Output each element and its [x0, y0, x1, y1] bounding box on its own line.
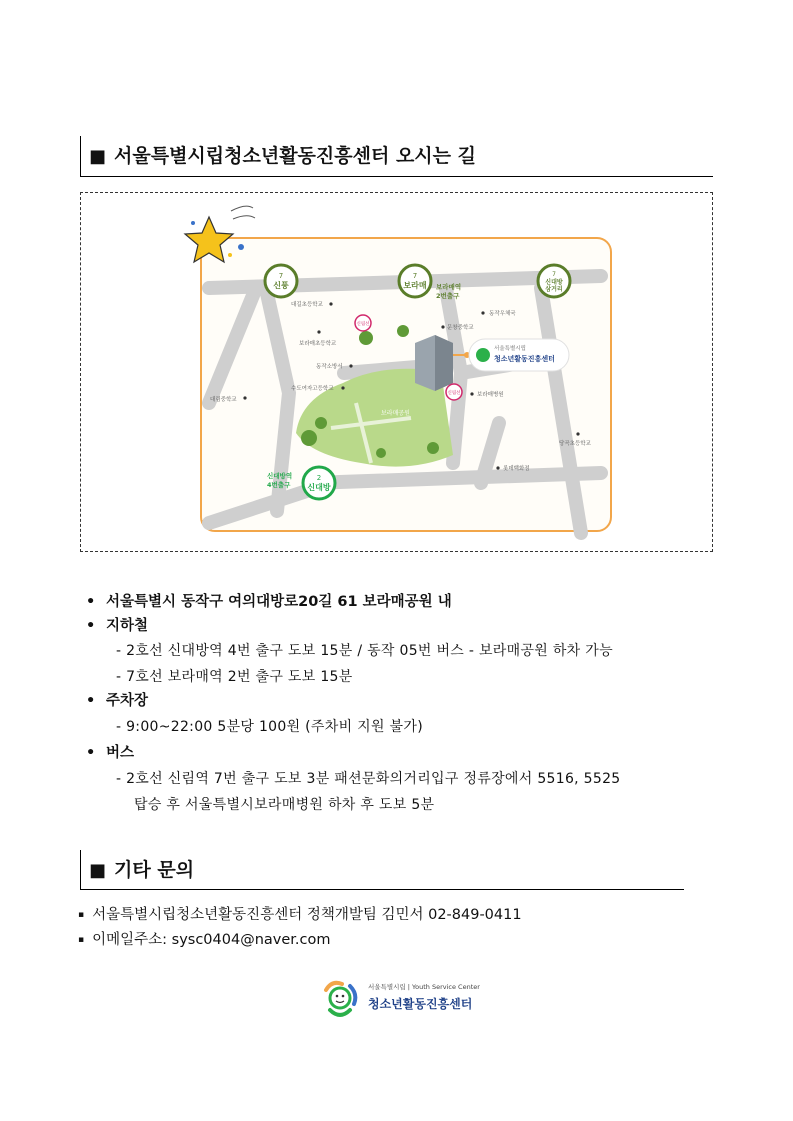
logo-small-text: 서울특별시립 | Youth Service Center [368, 983, 480, 991]
svg-text:신림선: 신림선 [356, 322, 370, 327]
center-callout-name: 청소년활동진흥센터 [494, 355, 555, 363]
svg-text:신림선: 신림선 [447, 391, 461, 396]
svg-text:신풍: 신풍 [273, 281, 289, 290]
svg-text:7: 7 [278, 272, 284, 280]
svg-text:보라매: 보라매 [403, 281, 427, 290]
svg-text:2: 2 [316, 474, 322, 482]
svg-text:수도여자고등학교: 수도여자고등학교 [291, 386, 334, 392]
section-title-directions [80, 136, 476, 176]
bullet-icon: • [86, 745, 96, 761]
bus-line-1: - 2호선 신림역 7번 출구 도보 3분 패션문화의거리입구 정류장에서 5516, 5525 [116, 771, 621, 787]
bus-heading [86, 741, 134, 762]
svg-text:동작소방서: 동작소방서 [316, 364, 343, 370]
map-frame [80, 192, 713, 552]
address-line [86, 590, 452, 611]
park-label: 보라매공원 [381, 410, 410, 417]
station-boramae [399, 265, 431, 297]
location-map [81, 193, 712, 551]
contact-text: 서울특별시립청소년활동진흥센터 정책개발팀 김민서 02-849-0411 [92, 907, 522, 923]
email-text: 이메일주소: sysc0404@naver.com [92, 932, 331, 948]
section-divider [80, 176, 713, 177]
svg-text:롯데백화점: 롯데백화점 [503, 466, 530, 472]
section-title-text: 기타 문의 [114, 859, 195, 881]
parking-title: 주차장 [106, 693, 149, 709]
center-logo-icon [476, 348, 490, 362]
svg-text:삼거리: 삼거리 [545, 286, 563, 293]
square-bullet-icon: ■ [89, 860, 107, 881]
station-sinpung [265, 265, 297, 297]
bullet-icon: • [86, 693, 96, 709]
section-title-inquiry [80, 850, 194, 890]
square-bullet-icon: ▪ [78, 935, 85, 945]
parking-heading [86, 689, 148, 710]
svg-text:보라매병원: 보라매병원 [477, 392, 504, 398]
square-bullet-icon: ▪ [78, 910, 85, 920]
logo-figure-icon [320, 978, 360, 1022]
square-bullet-icon: ■ [89, 146, 107, 167]
svg-text:대림중학교: 대림중학교 [210, 397, 237, 403]
svg-text:문창중학교: 문창중학교 [447, 325, 474, 331]
station-sindaebang-junction [538, 265, 570, 297]
sindaebang-exit-number: 4번출구 [267, 481, 291, 489]
svg-text:대길초등학교: 대길초등학교 [291, 302, 323, 308]
contact-item [78, 903, 522, 924]
svg-text:7: 7 [412, 272, 418, 280]
contact-item [78, 928, 331, 949]
boramae-exit-label: 보라매역 [436, 283, 462, 291]
subway-heading [86, 614, 148, 635]
parking-line-1: - 9:00~22:00 5분당 100원 (주차비 지원 불가) [116, 719, 423, 735]
bus-title: 버스 [106, 745, 135, 761]
station-sindaebang [303, 467, 335, 499]
bus-line-2: 탑승 후 서울특별시보라매병원 하차 후 도보 5분 [134, 797, 435, 813]
logo-name: 청소년활동진흥센터 [368, 997, 473, 1011]
svg-text:7: 7 [552, 271, 556, 278]
section-title-text: 서울특별시립청소년활동진흥센터 오시는 길 [114, 145, 476, 167]
subway-title: 지하철 [106, 618, 149, 634]
svg-text:신대방: 신대방 [307, 483, 331, 492]
center-callout-small: 서울특별시립 [494, 346, 526, 352]
svg-text:동작우체국: 동작우체국 [489, 311, 516, 317]
address-text: 서울특별시 동작구 여의대방로20길 61 보라매공원 내 [106, 594, 452, 610]
svg-text:보라매초등학교: 보라매초등학교 [299, 341, 337, 347]
subway-line-1: - 2호선 신대방역 4번 출구 도보 15분 / 동작 05번 버스 - 보라매공원 하차 가능 [116, 643, 613, 659]
subway-line-2: - 7호선 보라매역 2번 출구 도보 15분 [116, 669, 353, 685]
boramae-exit-number: 2번출구 [436, 292, 460, 300]
section-divider [80, 889, 684, 890]
svg-text:당곡초등학교: 당곡초등학교 [559, 441, 591, 447]
bullet-icon: • [86, 618, 96, 634]
center-logo [320, 978, 480, 1024]
svg-text:신대방: 신대방 [545, 279, 563, 286]
sindaebang-exit-label: 신대방역 [267, 472, 293, 480]
bullet-icon: • [86, 594, 96, 610]
